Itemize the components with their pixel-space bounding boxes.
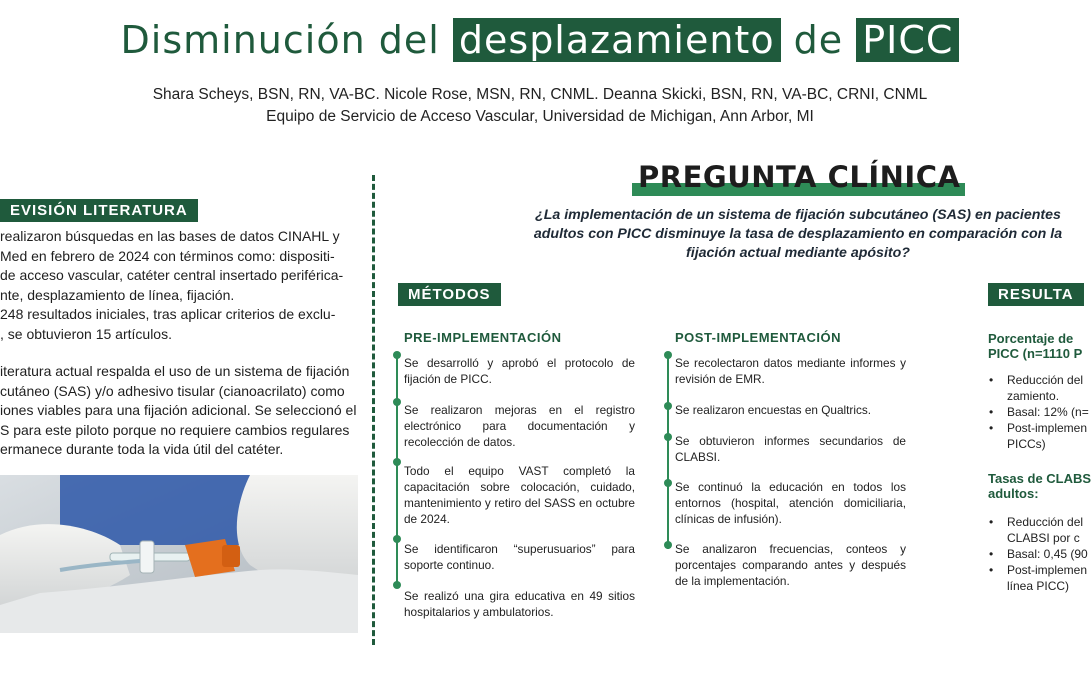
timeline-dot (393, 398, 401, 406)
timeline-dot (664, 479, 672, 487)
clinical-question-title: PREGUNTA CLÍNICA (638, 160, 961, 194)
lit-line: cutáneo (SAS) y/o adhesivo tisular (cianoacrilato) como (0, 382, 345, 399)
bullet: • (989, 547, 994, 561)
results-item: Reducción del (1007, 515, 1084, 529)
pre-step: Todo el equipo VAST completó la capacitación sobre colocación, cuidado, mantenimiento y retiro del SASS en octubre de 2024. (404, 464, 635, 526)
affiliation: Equipo de Servicio de Acceso Vascular, Universidad de Michigan, Ann Arbor, MI (266, 108, 814, 125)
results-item: zamiento. (1007, 389, 1060, 403)
literature-tag: EVISIÓN LITERATURA (0, 199, 198, 222)
timeline-dot (393, 535, 401, 543)
bullet: • (989, 563, 994, 577)
results-item: Post-implemen (1007, 563, 1088, 577)
bullet: • (989, 405, 994, 419)
timeline-dot (664, 351, 672, 359)
title-part-1: Disminución del (120, 18, 440, 62)
timeline-dot (664, 433, 672, 441)
post-implementation-heading: POST-IMPLEMENTACIÓN (675, 330, 841, 345)
pre-step: Se realizaron mejoras en el registro electrónico para documentación y recolección de datos. (404, 403, 635, 449)
pre-step: Se realizó una gira educativa en 49 sitios hospitalarios y ambulatorios. (404, 589, 635, 619)
results-item: CLABSI por c (1007, 531, 1080, 545)
lit-line: nte, desplazamiento de línea, fijación. (0, 286, 235, 303)
bullet: • (989, 373, 994, 387)
results-item: PICCs) (1007, 437, 1046, 451)
results-item: Basal: 12% (n= (1007, 405, 1089, 419)
lit-line: iteratura actual respalda el uso de un sistema de fijación (0, 363, 350, 379)
bullet: • (989, 515, 994, 529)
title-highlight-2: PICC (856, 18, 959, 62)
bullet: • (989, 421, 994, 435)
title-part-2: de (793, 18, 844, 62)
results-block1-heading-1: Porcentaje de (988, 331, 1074, 346)
timeline-dot (664, 541, 672, 549)
lit-line: iones viables para una fijación adicional. Se seleccionó el (0, 402, 357, 418)
pre-implementation-heading: PRE-IMPLEMENTACIÓN (404, 330, 562, 345)
lit-line: , se obtuvieron 15 artículos. (0, 325, 172, 342)
results-block1-heading-2: PICC (n=1110 P (988, 346, 1083, 361)
post-step: Se continuó la educación en todos los entornos (hospital, atención domiciliaria, clínicas de infusión). (675, 480, 906, 526)
results-item: Basal: 0,45 (90 (1007, 547, 1088, 561)
timeline-dot (393, 351, 401, 359)
timeline-dot (393, 458, 401, 466)
results-item: Reducción del (1007, 373, 1084, 387)
timeline-dot (393, 581, 401, 589)
lit-line: ermanece durante toda la vida útil del catéter. (0, 441, 284, 457)
pre-step: Se identificaron “superusuarios” para soporte continuo. (404, 542, 635, 572)
results-tag: RESULTA (988, 283, 1084, 306)
post-step: Se analizaron frecuencias, conteos y porcentajes comparando antes y después de la implementación. (675, 542, 906, 588)
literature-paragraph-1 (0, 227, 358, 344)
photo-illustration (0, 475, 358, 633)
results-item: Post-implemen (1007, 421, 1088, 435)
results-block2-heading-1: Tasas de CLABS (988, 471, 1091, 486)
lit-line: de acceso vascular, catéter central insertado periférica- (0, 267, 344, 283)
lit-line: Med en febrero de 2024 con términos como: dispositi- (0, 247, 335, 264)
lit-line: S para este piloto porque no requiere cambios regulares (0, 421, 350, 438)
pre-step: Se desarrolló y aprobó el protocolo de fijación de PICC. (404, 356, 635, 386)
lit-line: realizaron búsquedas en las bases de datos CINAHL y (0, 228, 340, 244)
clinical-question-text: ¿La implementación de un sistema de fijación subcutáneo (SAS) en pacientes adultos con PICC disminuye la tasa de desplazamiento en comparación con la fijación actual mediante apósito? (533, 207, 1063, 261)
title-highlight-1: desplazamiento (453, 18, 781, 62)
results-block2-heading-2: adultos: (988, 486, 1039, 501)
results-item: línea PICC) (1007, 579, 1070, 593)
poster-title (0, 18, 1080, 62)
post-timeline-line (667, 353, 669, 549)
pre-timeline-line (396, 353, 398, 583)
post-step: Se recolectaron datos mediante informes y revisión de EMR. (675, 356, 906, 386)
authors: Shara Scheys, BSN, RN, VA-BC. Nicole Rose, MSN, RN, CNML. Deanna Skicki, BSN, RN, VA-BC, CRNI, CNML (152, 86, 928, 103)
timeline-dot (664, 402, 672, 410)
post-step: Se obtuvieron informes secundarios de CLABSI. (675, 434, 906, 464)
lit-line: 248 resultados iniciales, tras aplicar criterios de exclu- (0, 306, 336, 322)
post-step: Se realizaron encuestas en Qualtrics. (675, 403, 872, 417)
column-divider (372, 175, 375, 645)
picc-securement-photo (0, 475, 358, 633)
literature-paragraph-2 (0, 362, 358, 460)
methods-tag: MÉTODOS (398, 283, 501, 306)
